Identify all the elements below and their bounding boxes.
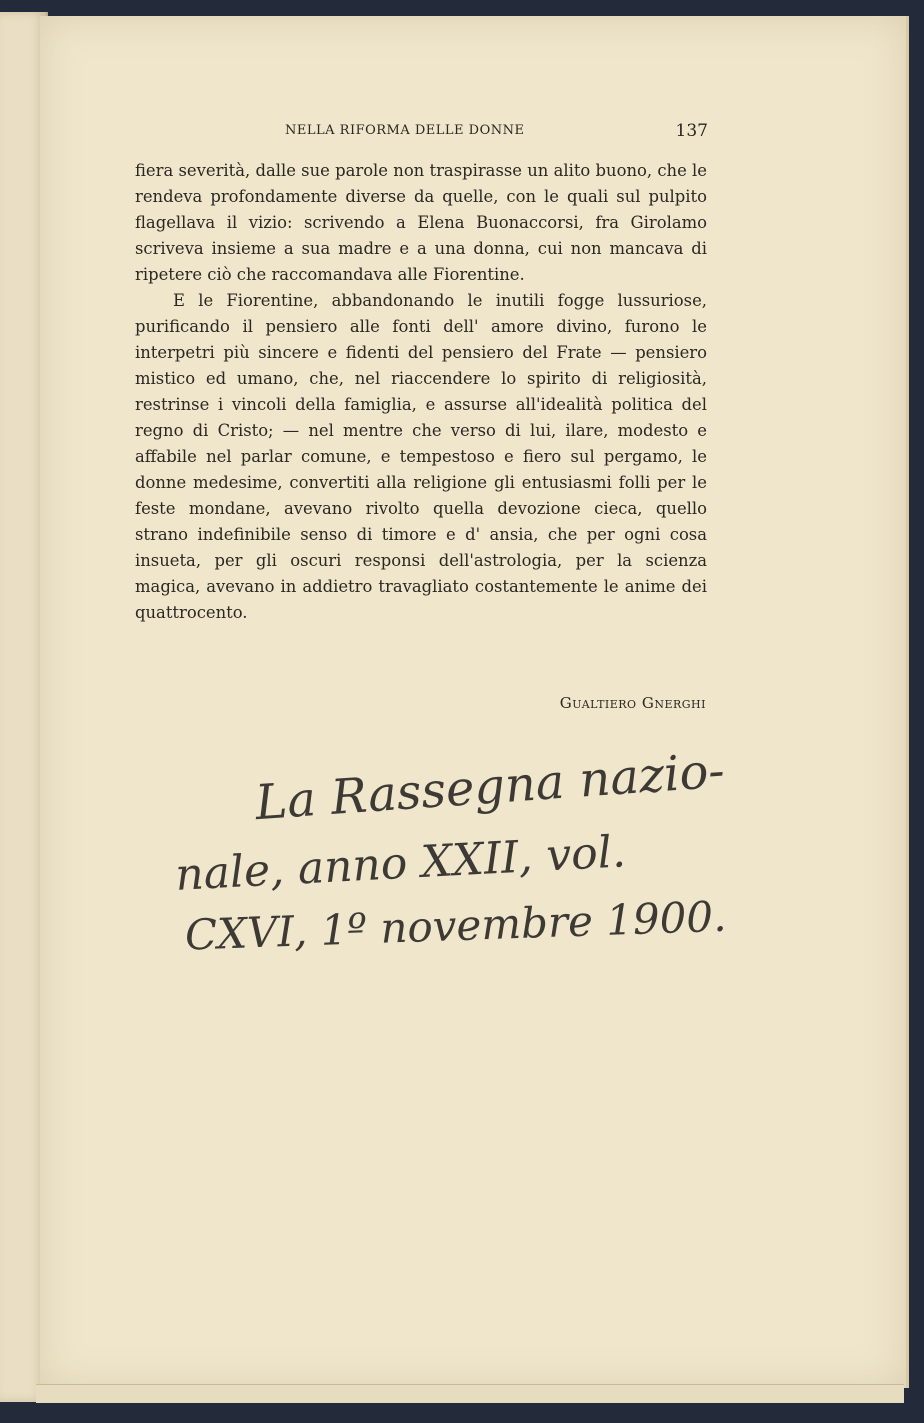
handwritten-line-1: La Rassegna nazio- (253, 742, 727, 832)
page-bottom-edge (36, 1384, 904, 1403)
body-text (135, 158, 707, 626)
handwritten-line-2: nale, anno XXII, vol. (174, 826, 627, 901)
author-signature: Gualtiero Gnerghi (559, 694, 706, 712)
running-head: NELLA RIFORMA DELLE DONNE (285, 123, 525, 138)
handwritten-note (160, 730, 840, 960)
page-header (135, 121, 708, 143)
handwritten-line-3: CXVI, 1º novembre 1900. (184, 891, 728, 960)
paragraph-1: fiera severità, dalle sue parole non traspirasse un alito buono, che le rendeva profondamente diverse da quelle, con le quali sul pulpito flagellava il vizio: scrivendo a Elena Buonaccorsi, fra Girolamo scriveva insieme a sua madre e a una donna, cui non mancava di ripetere ciò che raccomandava alle Fiorentine. (135, 161, 707, 284)
page-number: 137 (675, 121, 708, 141)
paragraph-2: E le Fiorentine, abbandonando le inutili fogge lussuriose, purificando il pensiero alle fonti dell' amore divino, furono le interpetri più sincere e fidenti del pensiero del Frate — pensiero mistico ed umano, che, nel riaccendere lo spirito di religiosità, restrinse i vincoli della famiglia, e assurse all'idealità politica del regno di Cristo; — nel mentre che verso di lui, ilare, modesto e affabile nel parlar comune, e tempestoso e fiero sul pergamo, le donne medesime, convertiti alla religione gli entusiasmi folli per le feste mondane, avevano rivolto quella devozione cieca, quello strano indefinibile senso di timore e d' ansia, che per ogni cosa insueta, per gli oscuri responsi dell'astrologia, per la scienza magica, avevano in addietro travagliato costantemente le anime dei quattrocento. (135, 291, 707, 622)
